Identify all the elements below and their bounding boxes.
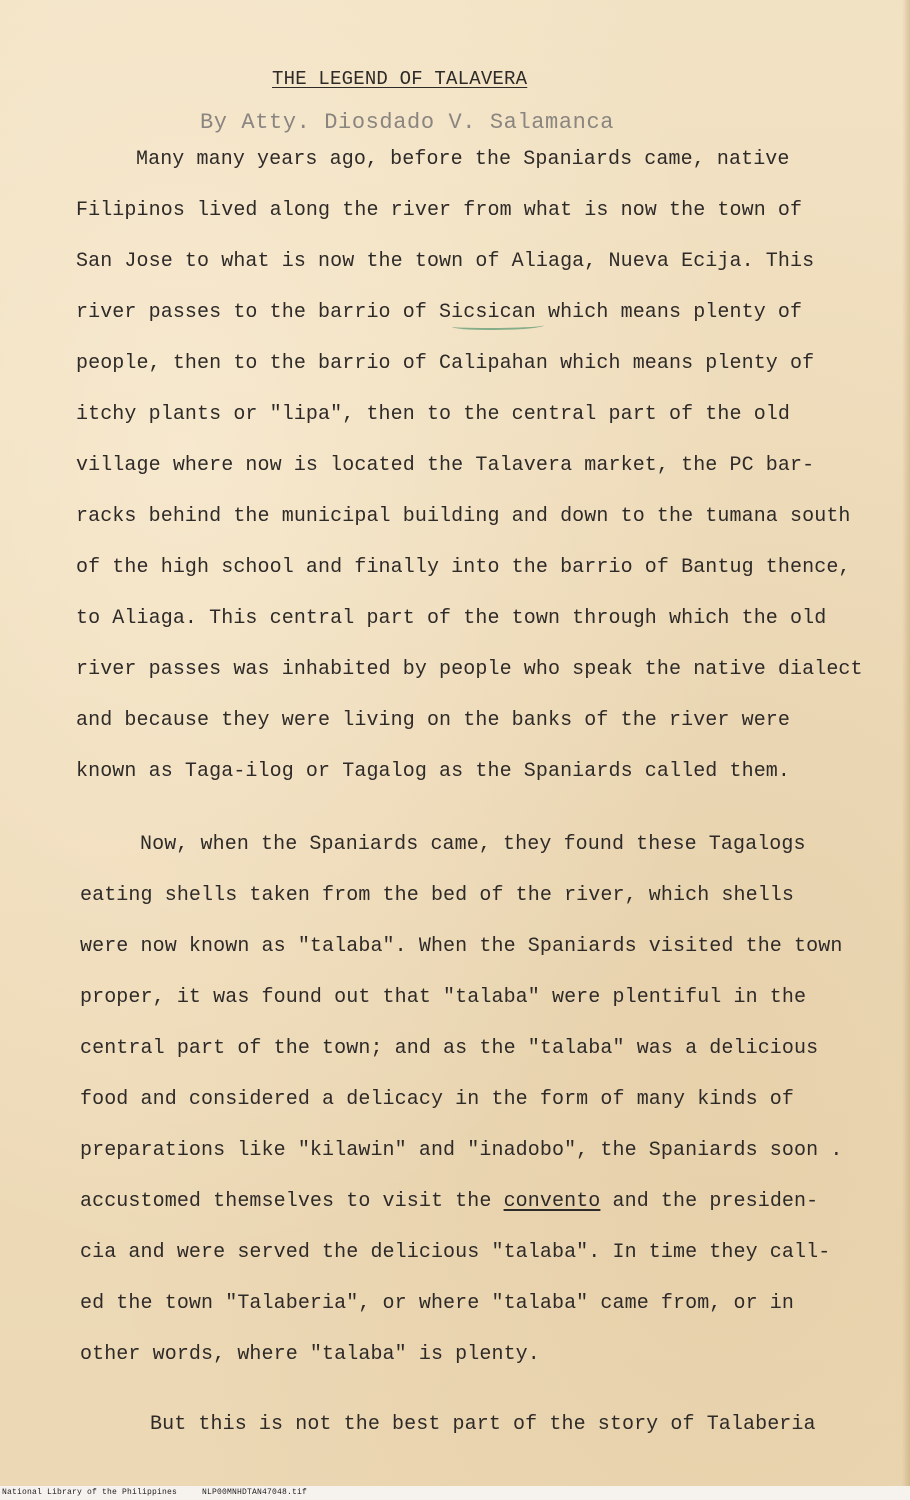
- text-line: Filipinos lived along the river from what is now the town of: [76, 199, 803, 222]
- text-line: proper, it was found out that "talaba" were plentiful in the: [80, 986, 807, 1009]
- text-line: people, then to the barrio of Calipahan which means plenty of: [76, 352, 815, 375]
- text-line: and because they were living on the banks of the river were: [76, 709, 791, 732]
- text-line: known as Taga-ilog or Tagalog as the Spaniards called them.: [76, 760, 791, 783]
- underlined-word: convento: [503, 1190, 601, 1213]
- text-line: racks behind the municipal building and down to the tumana south: [76, 505, 851, 528]
- text-line: But this is not the best part of the story of Talaberia: [150, 1413, 816, 1436]
- text-fragment: accustomed themselves to visit the: [80, 1190, 504, 1213]
- footer-library: National Library of the Philippines: [2, 1488, 178, 1497]
- text-line: cia and were served the delicious "talaba". In time they call-: [80, 1241, 831, 1264]
- text-line: eating shells taken from the bed of the river, which shells: [80, 884, 795, 907]
- text-line: of the high school and finally into the barrio of Bantug thence,: [76, 556, 851, 579]
- document-title: THE LEGEND OF TALAVERA: [272, 68, 528, 90]
- paper-edge: [902, 0, 910, 1500]
- text-line: ed the town "Talaberia", or where "talaba" came from, or in: [80, 1292, 795, 1315]
- text-line: preparations like "kilawin" and "inadobo", the Spaniards soon .: [80, 1139, 843, 1162]
- text-line: central part of the town; and as the "talaba" was a delicious: [80, 1037, 819, 1060]
- text-line: other words, where "talaba" is plenty.: [80, 1343, 540, 1366]
- text-line: village where now is located the Talavera market, the PC bar-: [76, 454, 815, 477]
- text-line: food and considered a delicacy in the form of many kinds of: [80, 1088, 795, 1111]
- scan-footer: [0, 1486, 910, 1500]
- text-line: Many many years ago, before the Spaniards came, native: [136, 148, 790, 171]
- text-line: to Aliaga. This central part of the town through which the old: [76, 607, 827, 630]
- text-line: were now known as "talaba". When the Spaniards visited the town: [80, 935, 843, 958]
- text-line: Now, when the Spaniards came, they found these Tagalogs: [140, 833, 806, 856]
- text-line: itchy plants or "lipa", then to the central part of the old: [76, 403, 791, 426]
- footer-file-id: NLP00MNHDTAN47048.tif: [202, 1488, 308, 1497]
- text-fragment: and the presiden-: [600, 1190, 819, 1213]
- document-author: By Atty. Diosdado V. Salamanca: [200, 110, 615, 135]
- text-line: San Jose to what is now the town of Aliaga, Nueva Ecija. This: [76, 250, 815, 273]
- text-line: river passes was inhabited by people who speak the native dialect: [76, 658, 863, 681]
- handwritten-underline: [452, 322, 544, 330]
- text-line-convento: [80, 1190, 818, 1213]
- text-line: river passes to the barrio of Sicsican which means plenty of: [76, 301, 803, 324]
